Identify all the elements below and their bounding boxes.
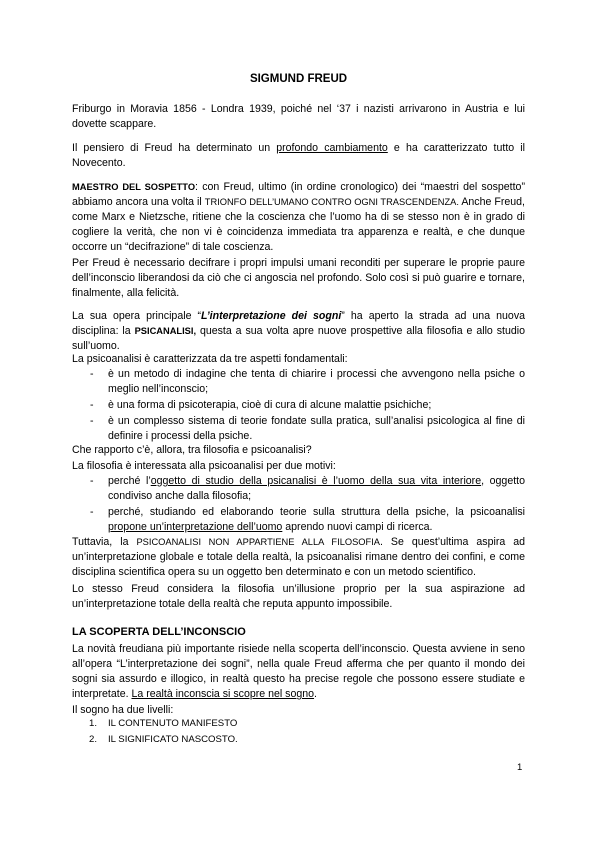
text: Il pensiero di Freud ha determinato un: [72, 142, 277, 154]
text: Per Freud è necessario decifrare i propri impulsi umani reconditi per superare le proprie paure dell’inconscio liberandosi da ciò che ci angoscia nel profondo. Solo così si può guarire e tornare, finalmente, alla felicità.: [72, 257, 525, 300]
text: questa a sua volta apre nuove prospettive alla filosofia e allo studio sull’uomo.: [72, 325, 525, 353]
list-item: è un metodo di indagine che tenta di chiarire i processi che avvengono nella psiche o meglio nell’inconscio;: [108, 368, 525, 396]
list-dash: -: [90, 399, 94, 411]
list-dash: -: [90, 506, 94, 518]
intro-text: Friburgo in Moravia 1856 - Londra 1939, poiché nel ‘37 i nazisti arrivarono in Austria e lui dovette scappare.: [72, 103, 525, 131]
list-item: è un complesso sistema di teorie fondate sulla pratica, sull’analisi psicologica al fine di definire i processi della psiche.: [108, 415, 525, 443]
section-label: MAESTRO DEL SOSPETTO: [72, 182, 196, 192]
text: perché l’: [108, 475, 151, 487]
text: : con Freud, ultimo (in ordine cronologico) dei “maestri del sospetto” abbiamo ancora una volta il: [72, 181, 525, 209]
paragraph-motivi: [72, 459, 525, 474]
paragraph-domanda: [72, 443, 525, 458]
text: Tuttavia, la: [72, 536, 137, 548]
paragraph-decifrare: [72, 256, 525, 301]
paragraph-maestro-sospetto: [72, 180, 525, 255]
section-heading: LA SCOPERTA DELL’INCONSCIO: [72, 626, 246, 638]
page-number: 1: [517, 762, 523, 773]
paragraph-aspetti: [72, 352, 525, 367]
list-item: è una forma di psicoterapia, cioè di cura di alcune malattie psichiche;: [108, 399, 432, 411]
page-title: SIGMUND FREUD: [249, 73, 348, 85]
paragraph-intro: [72, 102, 525, 132]
text: ” ha aperto la strada ad una nuova disciplina: la: [72, 310, 526, 338]
list-item: [108, 505, 525, 535]
list-dash: -: [90, 415, 94, 427]
text: Il sogno ha due livelli:: [72, 704, 174, 716]
bold-term: PSICANALISI,: [134, 326, 197, 337]
smallcaps-text: TRIONFO DELL’UMANO CONTRO OGNI TRASCENDENZA.: [204, 197, 459, 208]
text: aprendo nuovi campi di ricerca.: [282, 521, 433, 534]
underlined-text: oggetto di studio della psicanalisi è l’uomo della sua vita interiore: [150, 475, 482, 487]
paragraph-livelli: [72, 703, 525, 718]
list-number: 1.: [89, 718, 98, 729]
paragraph-tuttavia: [72, 535, 525, 580]
text: , oggetto condiviso anche dalla filosofia;: [108, 475, 525, 503]
list-dash: -: [90, 368, 94, 380]
text: Lo stesso Freud considera la filosofia un’illusione proprio per la sua aspirazione ad un’interpretazione totale della realtà che reputa appunto impossibile.: [72, 583, 525, 611]
paragraph-inconscio: [72, 642, 525, 702]
text: Anche Freud, come Marx e Nietzsche, ritiene che la coscienza che l’uomo ha di se stesso non è in grado di cogliere la verità, che non vi è coincidenza immediata tra apparenza e realtà, e che dunque occorre un “decifrazione” di tale coscienza.: [72, 196, 525, 254]
paragraph-novecento: [72, 141, 525, 171]
list-item: IL CONTENUTO MANIFESTO: [108, 718, 238, 729]
text: e ha caratterizzato tutto il Novecento.: [72, 142, 526, 170]
text: La filosofia è interessata alla psicoanalisi per due motivi:: [72, 460, 336, 472]
underlined-text: profondo cambiamento: [276, 142, 388, 154]
paragraph-illusione: [72, 582, 525, 612]
text: .: [314, 688, 317, 701]
smallcaps-text: PSICOANALISI NON APPARTIENE ALLA FILOSOFIA: [136, 537, 380, 547]
underlined-text: propone un’interpretazione dell’uomo: [108, 521, 283, 534]
text: La novità freudiana più importante risiede nella scoperta dell’inconscio. Questa avviene in seno all’opera “L’interpretazione dei sogni”, nella quale Freud afferma che per quanto il mondo dei sogni sia assurdo e illogico, in realtà questo ha precise regole che possono essere studiate e interpretate.: [72, 643, 525, 701]
book-title: L’interpretazione dei sogni: [201, 310, 342, 322]
text: perché, studiando ed elaborando teorie sulla struttura della psiche, la psicoanalisi: [108, 506, 525, 518]
underlined-text: La realtà inconscia si scopre nel sogno: [131, 688, 315, 701]
text: La sua opera principale “: [72, 310, 202, 322]
text: La psicoanalisi è caratterizzata da tre aspetti fondamentali:: [72, 353, 348, 365]
list-item: IL SIGNIFICATO NASCOSTO.: [108, 734, 238, 745]
text: Che rapporto c’è, allora, tra filosofia e psicoanalisi?: [72, 444, 312, 456]
paragraph-opera: [72, 309, 525, 354]
text: . Se quest’ultima aspira ad un’interpretazione globale e totale della realtà, la psicoanalisi rimane dentro dei confini, e come disciplina scientifica opera su un oggetto ben determinato e con un metodo scientifico.: [72, 536, 526, 579]
list-item: [108, 474, 525, 504]
list-number: 2.: [89, 734, 98, 745]
list-dash: -: [90, 475, 94, 487]
